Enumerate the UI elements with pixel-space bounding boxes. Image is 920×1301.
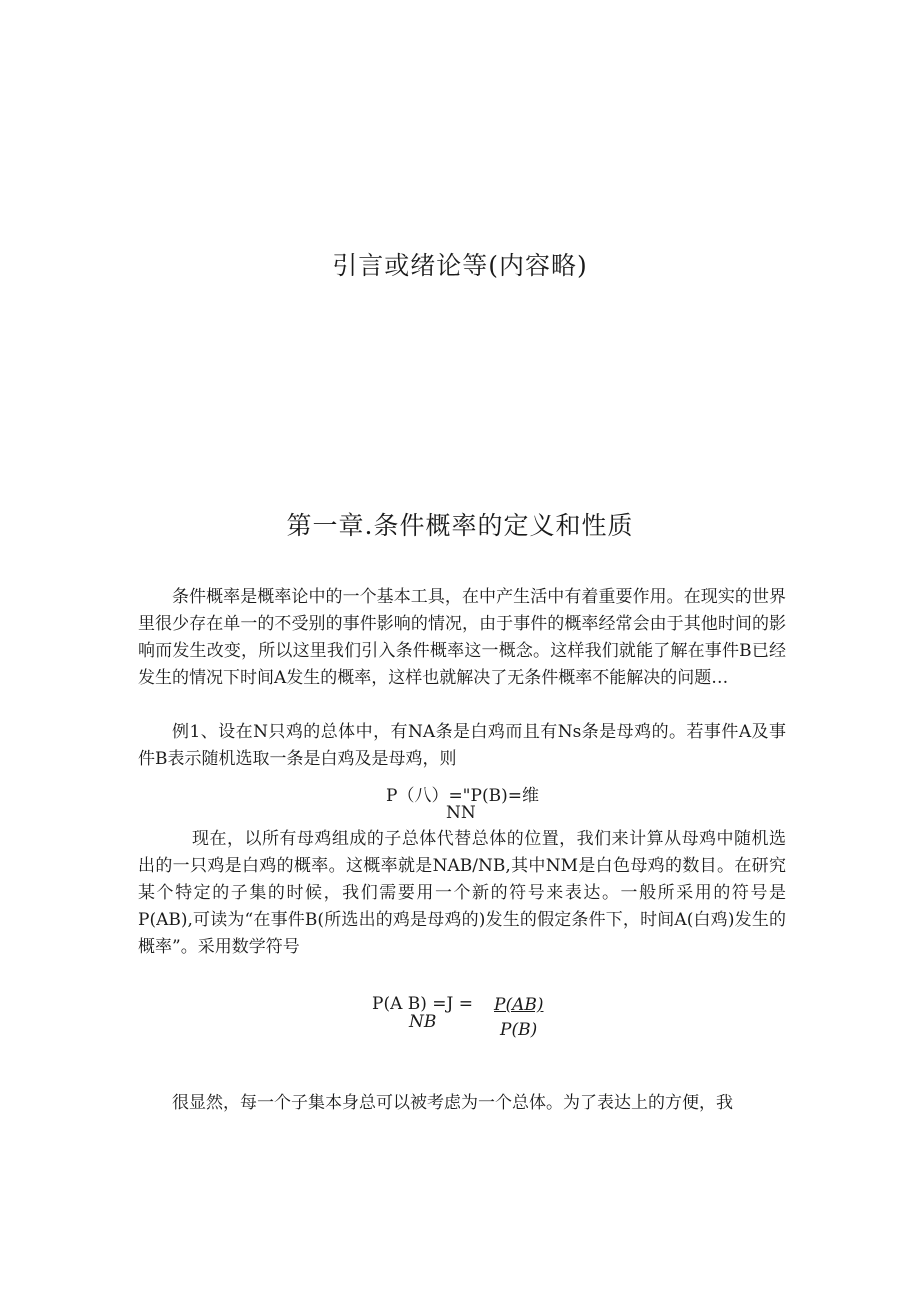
chapter-heading: 第一章.条件概率的定义和性质 — [286, 511, 634, 540]
formula-2-denominator: P(B) — [500, 1020, 538, 1040]
formula-2-lhs: P(A B) =J = — [372, 994, 473, 1014]
formula-1-line: P（八）="P(B)=维 — [386, 786, 539, 806]
intro-heading: 引言或绪论等(内容略) — [332, 251, 588, 280]
formula-2-lhs-denominator: NB — [409, 1012, 437, 1032]
paragraph-intro: 条件概率是概率论中的一个基本工具，在中产生活中有着重要作用。在现实的世界里很少存在单一的不受别的事件影响的情况，由于事件的概率经常会由于其他时间的影响而发生改变，所以这里我们引入条件概率这一概念。这样我们就能了解在事件B已经发生的情况下时间A发生的概率，这样也就解决了无条件概率不能解决的问题… — [138, 587, 786, 688]
paragraph-subpopulation: 现在，以所有母鸡组成的子总体代替总体的位置，我们来计算从母鸡中随机选出的一只鸡是白鸡的概率。这概率就是NAB/NB,其中NM是白色母鸡的数目。在研究某个特定的子集的时候，我们需要用一个新的符号来表达。一般所采用的符号是P(AB),可读为“在事件B(所选出的鸡是母鸡的)发生的假定条件下，时间A(白鸡)发生的概率”。采用数学符号 — [138, 829, 786, 957]
formula-1-denominator: NN — [446, 803, 476, 823]
paragraph-subset: 很显然，每一个子集本身总可以被考虑为一个总体。为了表达上的方便，我 — [172, 1093, 733, 1113]
formula-2-numerator: P(AB) — [494, 995, 544, 1015]
paragraph-example: 例1、设在N只鸡的总体中，有NA条是白鸡而且有Ns条是母鸡的。若事件A及事件B表示随机选取一条是白鸡及是母鸡，则 — [138, 722, 786, 769]
